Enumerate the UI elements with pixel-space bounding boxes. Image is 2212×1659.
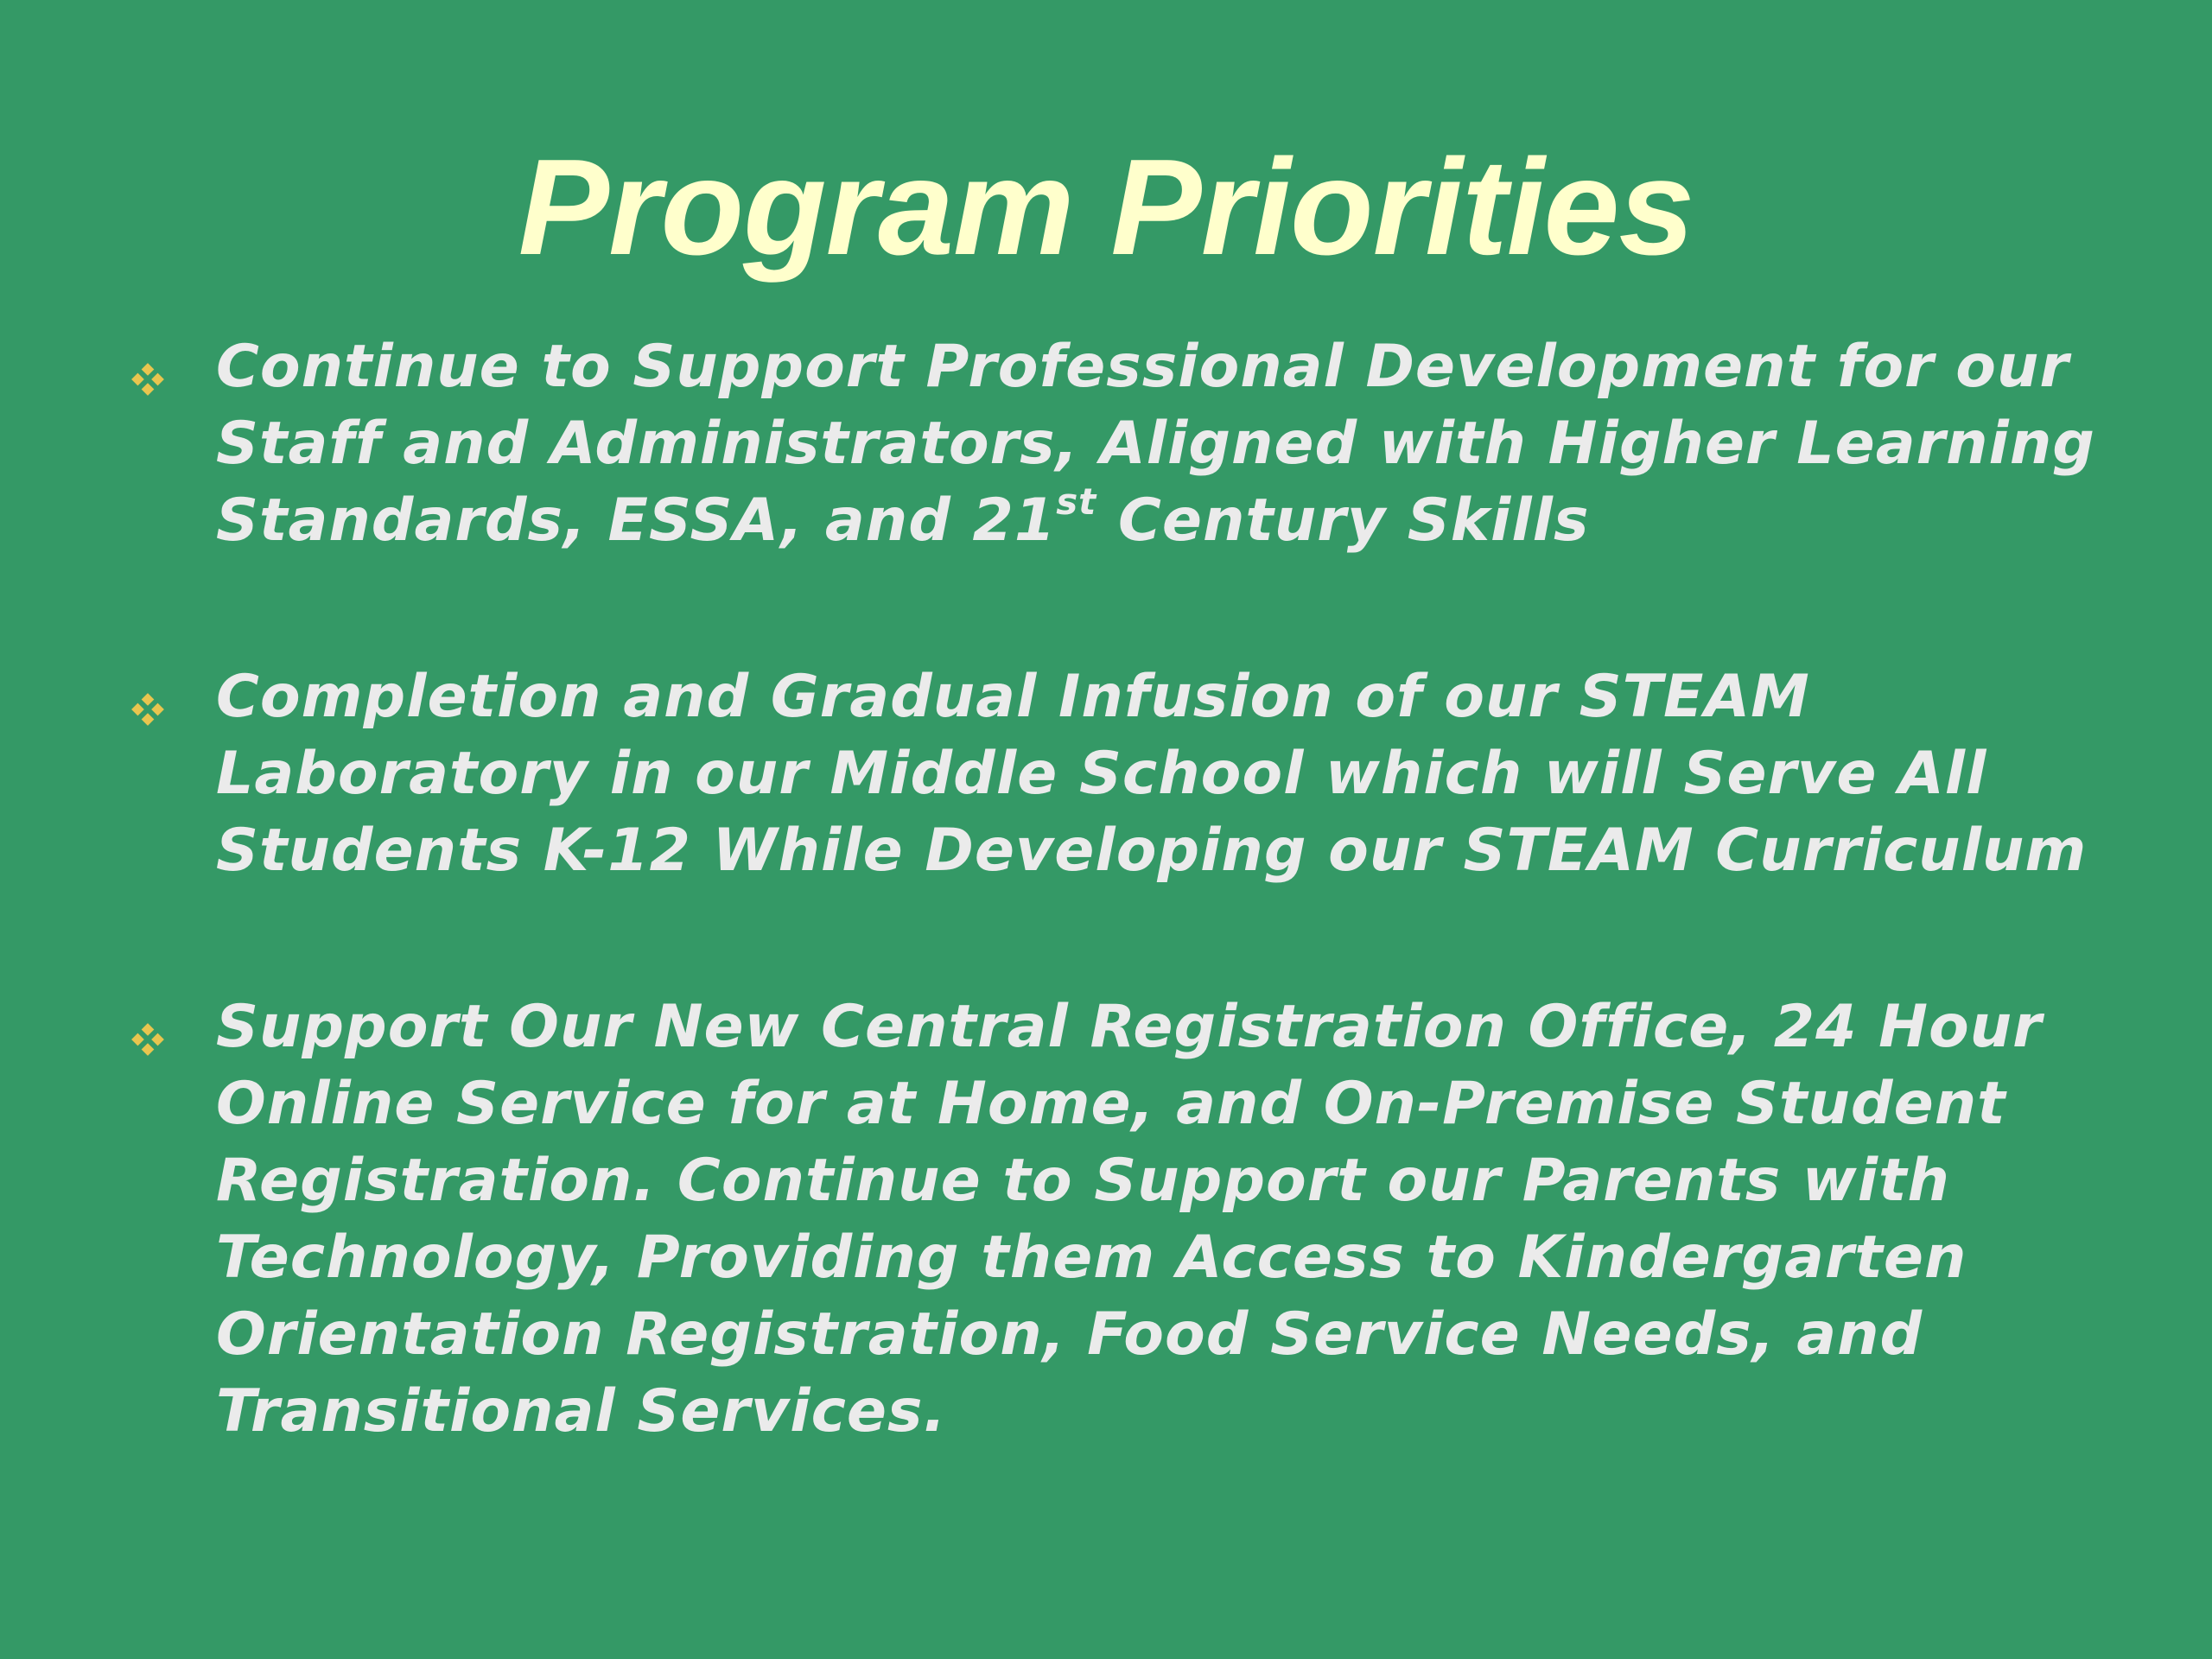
bullet-item [130,658,2117,889]
four-diamond-bullet-icon [130,1021,166,1058]
four-diamond-bullet-icon [130,691,166,728]
bullet-item [130,988,2117,1450]
bullet-list [130,328,2117,1549]
bullet-text: Continue to Support Professional Development for our Staff and Administrators, Aligned with Higher Learning Standards, ESSA, and 21st Century Skills [216,333,2095,555]
bullet-item [130,328,2117,559]
slide-title: Program Priorities [518,131,1694,283]
four-diamond-bullet-icon [130,361,166,397]
bullet-text: Support Our New Central Registration Office, 24 Hour Online Service for at Home, and On-Premise Student Registration. Continue to Support our Parents with Technology, Providing them Access to Kindergarten Orientation Registration, Food Service Needs, and Transitional Services. [216,993,2043,1446]
ordinal-suffix: st [1056,480,1097,524]
bullet-text: Completion and Gradual Infusion of our STEAM Laboratory in our Middle School which will Serve All Students K-12 While Developing our STEAM Curriculum [216,663,2088,885]
